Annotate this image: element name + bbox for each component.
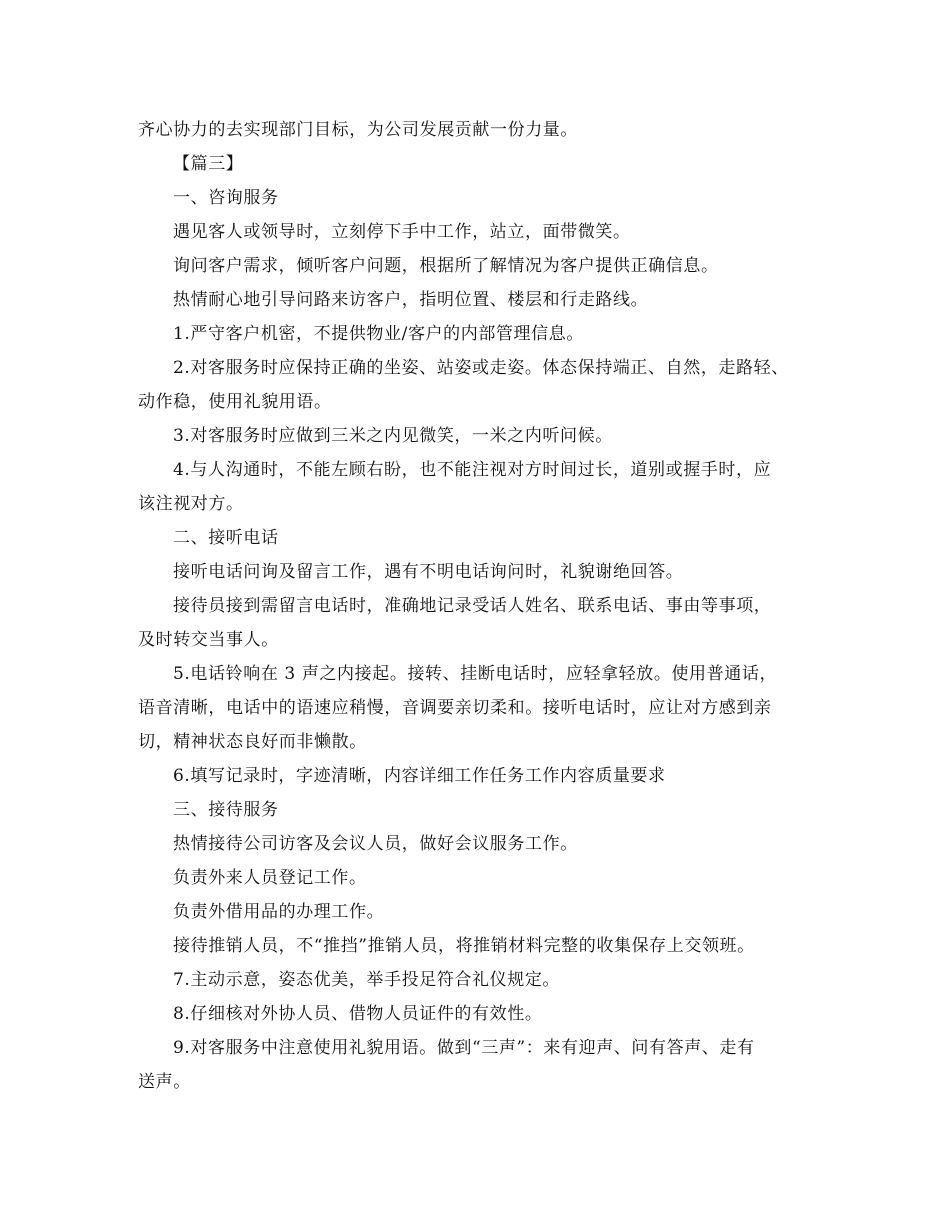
paragraph-line: 遇见客人或领导时，立刻停下手中工作，站立，面带微笑。	[173, 222, 631, 242]
list-item-6: 6.填写记录时，字迹清晰，内容详细工作任务工作内容质量要求	[173, 766, 666, 786]
paragraph-line: 接待员接到需留言电话时，准确地记录受话人姓名、联系电话、事由等事项，	[173, 596, 772, 616]
list-item-2-continued: 动作稳，使用礼貌用语。	[138, 392, 332, 412]
paragraph-line: 齐心协力的去实现部门目标，为公司发展贡献一份力量。	[138, 120, 578, 140]
document-body	[138, 113, 828, 1099]
list-item-8: 8.仔细核对外协人员、借物人员证件的有效性。	[173, 1004, 543, 1024]
paragraph-line: 接听电话问询及留言工作，遇有不明电话询问时，礼貌谢绝回答。	[173, 562, 684, 582]
paragraph-line: 负责外来人员登记工作。	[173, 868, 367, 888]
heading-reception-service: 三、接待服务	[173, 800, 279, 820]
list-item-3: 3.对客服务时应做到三米之内见微笑，一米之内听问候。	[173, 426, 613, 446]
list-item-9: 9.对客服务中注意使用礼貌用语。做到“三声”：来有迎声、问有答声、走有	[173, 1038, 755, 1058]
paragraph-line: 热情耐心地引导问路来访客户，指明位置、楼层和行走路线。	[173, 290, 649, 310]
list-item-9-continued: 送声。	[138, 1072, 191, 1092]
paragraph-line: 询问客户需求，倾听客户问题，根据所了解情况为客户提供正确信息。	[173, 256, 719, 276]
list-item-1: 1.严守客户机密，不提供物业/客户的内部管理信息。	[173, 324, 584, 344]
list-item-4: 4.与人沟通时，不能左顾右盼，也不能注视对方时间过长，道别或握手时，应	[173, 460, 772, 480]
list-item-5: 5.电话铃响在 3 声之内接起。接转、挂断电话时，应轻拿轻放。使用普通话，	[173, 664, 778, 684]
list-item-7: 7.主动示意，姿态优美，举手投足符合礼仪规定。	[173, 970, 561, 990]
section-title-pian-san: 【篇三】	[173, 154, 244, 174]
list-item-5-continued: 语音清晰，电话中的语速应稍慢，音调要亲切柔和。接听电话时，应让对方感到亲	[138, 698, 772, 718]
list-item-2: 2.对客服务时应保持正确的坐姿、站姿或走姿。体态保持端正、自然，走路轻、	[173, 358, 789, 378]
paragraph-line-continued: 及时转交当事人。	[138, 630, 279, 650]
paragraph-line: 热情接待公司访客及会议人员，做好会议服务工作。	[173, 834, 578, 854]
paragraph-line: 接待推销人员，不“推挡”推销人员，将推销材料完整的收集保存上交领班。	[173, 936, 755, 956]
list-item-5-continued: 切，精神状态良好而非懒散。	[138, 732, 367, 752]
paragraph-line: 负责外借用品的办理工作。	[173, 902, 385, 922]
heading-answering-phone: 二、接听电话	[173, 528, 279, 548]
heading-consulting-service: 一、咨询服务	[173, 188, 279, 208]
list-item-4-continued: 该注视对方。	[138, 494, 244, 514]
